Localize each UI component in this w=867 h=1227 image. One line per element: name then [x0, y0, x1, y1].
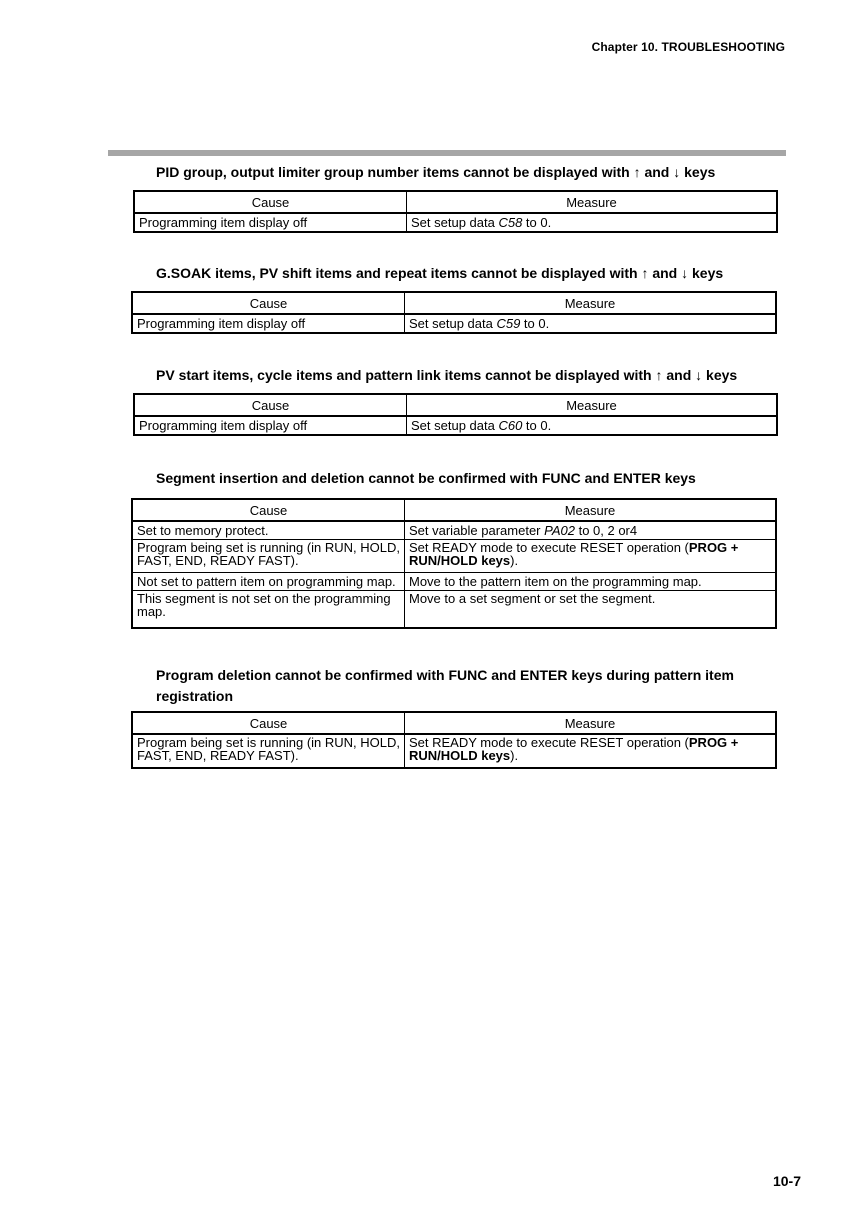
column-header-cause: Cause	[134, 191, 407, 213]
measure-cell: Move to a set segment or set the segment.	[405, 591, 777, 629]
table-row	[132, 591, 776, 629]
table-row	[132, 734, 776, 768]
setup-code: C60	[498, 418, 523, 433]
column-header-measure: Measure	[407, 394, 778, 416]
column-header-cause: Cause	[132, 499, 405, 521]
measure-cell: Set READY mode to execute RESET operation (PROG + RUN/HOLD keys).	[405, 540, 777, 573]
setup-code: C58	[498, 215, 523, 230]
column-header-measure: Measure	[407, 191, 778, 213]
cause-cell: Not set to pattern item on programming map.	[132, 573, 405, 591]
table-row	[132, 521, 776, 540]
section-divider	[108, 150, 786, 156]
troubleshooting-table	[133, 393, 778, 436]
setup-code: C59	[496, 316, 521, 331]
page-number: 10-7	[772, 1173, 801, 1189]
troubleshooting-table	[131, 291, 777, 334]
cause-cell: Program being set is running (in RUN, HOLD, FAST, END, READY FAST).	[132, 734, 405, 768]
column-header-cause: Cause	[134, 394, 407, 416]
section-heading: G.SOAK items, PV shift items and repeat items cannot be displayed with ↑ and ↓ keys	[156, 265, 724, 281]
cause-cell: Programming item display off	[134, 213, 407, 232]
table-row	[132, 314, 776, 333]
column-header-measure: Measure	[405, 712, 777, 734]
cause-cell: Programming item display off	[134, 416, 407, 435]
section-heading: Program deletion cannot be confirmed with FUNC and ENTER keys during pattern item registration	[156, 667, 734, 704]
section-heading: PID group, output limiter group number items cannot be displayed with ↑ and ↓ keys	[156, 164, 716, 180]
column-header-measure: Measure	[405, 292, 777, 314]
measure-cell: Set variable parameter PA02 to 0, 2 or4	[405, 521, 777, 540]
section-heading: Segment insertion and deletion cannot be confirmed with FUNC and ENTER keys	[156, 470, 696, 486]
cause-cell: Programming item display off	[132, 314, 405, 333]
measure-cell: Set setup data C60 to 0.	[407, 416, 778, 435]
measure-cell: Set setup data C58 to 0.	[407, 213, 778, 232]
table-row	[132, 573, 776, 591]
table-row	[134, 416, 777, 435]
column-header-measure: Measure	[405, 499, 777, 521]
cause-cell: Program being set is running (in RUN, HOLD, FAST, END, READY FAST).	[132, 540, 405, 573]
table-row	[132, 540, 776, 573]
troubleshooting-table	[133, 190, 778, 233]
cause-cell: Set to memory protect.	[132, 521, 405, 540]
cause-cell: This segment is not set on the programming map.	[132, 591, 405, 629]
column-header-cause: Cause	[132, 292, 405, 314]
measure-cell: Set setup data C59 to 0.	[405, 314, 777, 333]
column-header-cause: Cause	[132, 712, 405, 734]
section-heading: PV start items, cycle items and pattern link items cannot be displayed with ↑ and ↓ keys	[156, 367, 738, 383]
troubleshooting-table	[131, 498, 777, 629]
parameter-code: PA02	[544, 523, 575, 538]
chapter-header: Chapter 10. TROUBLESHOOTING	[591, 40, 785, 54]
key-combination: PROG + RUN/HOLD keys	[409, 540, 739, 568]
measure-cell: Set READY mode to execute RESET operation (PROG + RUN/HOLD keys).	[405, 734, 777, 768]
key-combination: PROG + RUN/HOLD keys	[409, 735, 739, 763]
troubleshooting-table	[131, 711, 777, 769]
table-row	[134, 213, 777, 232]
measure-cell: Move to the pattern item on the programming map.	[405, 573, 777, 591]
